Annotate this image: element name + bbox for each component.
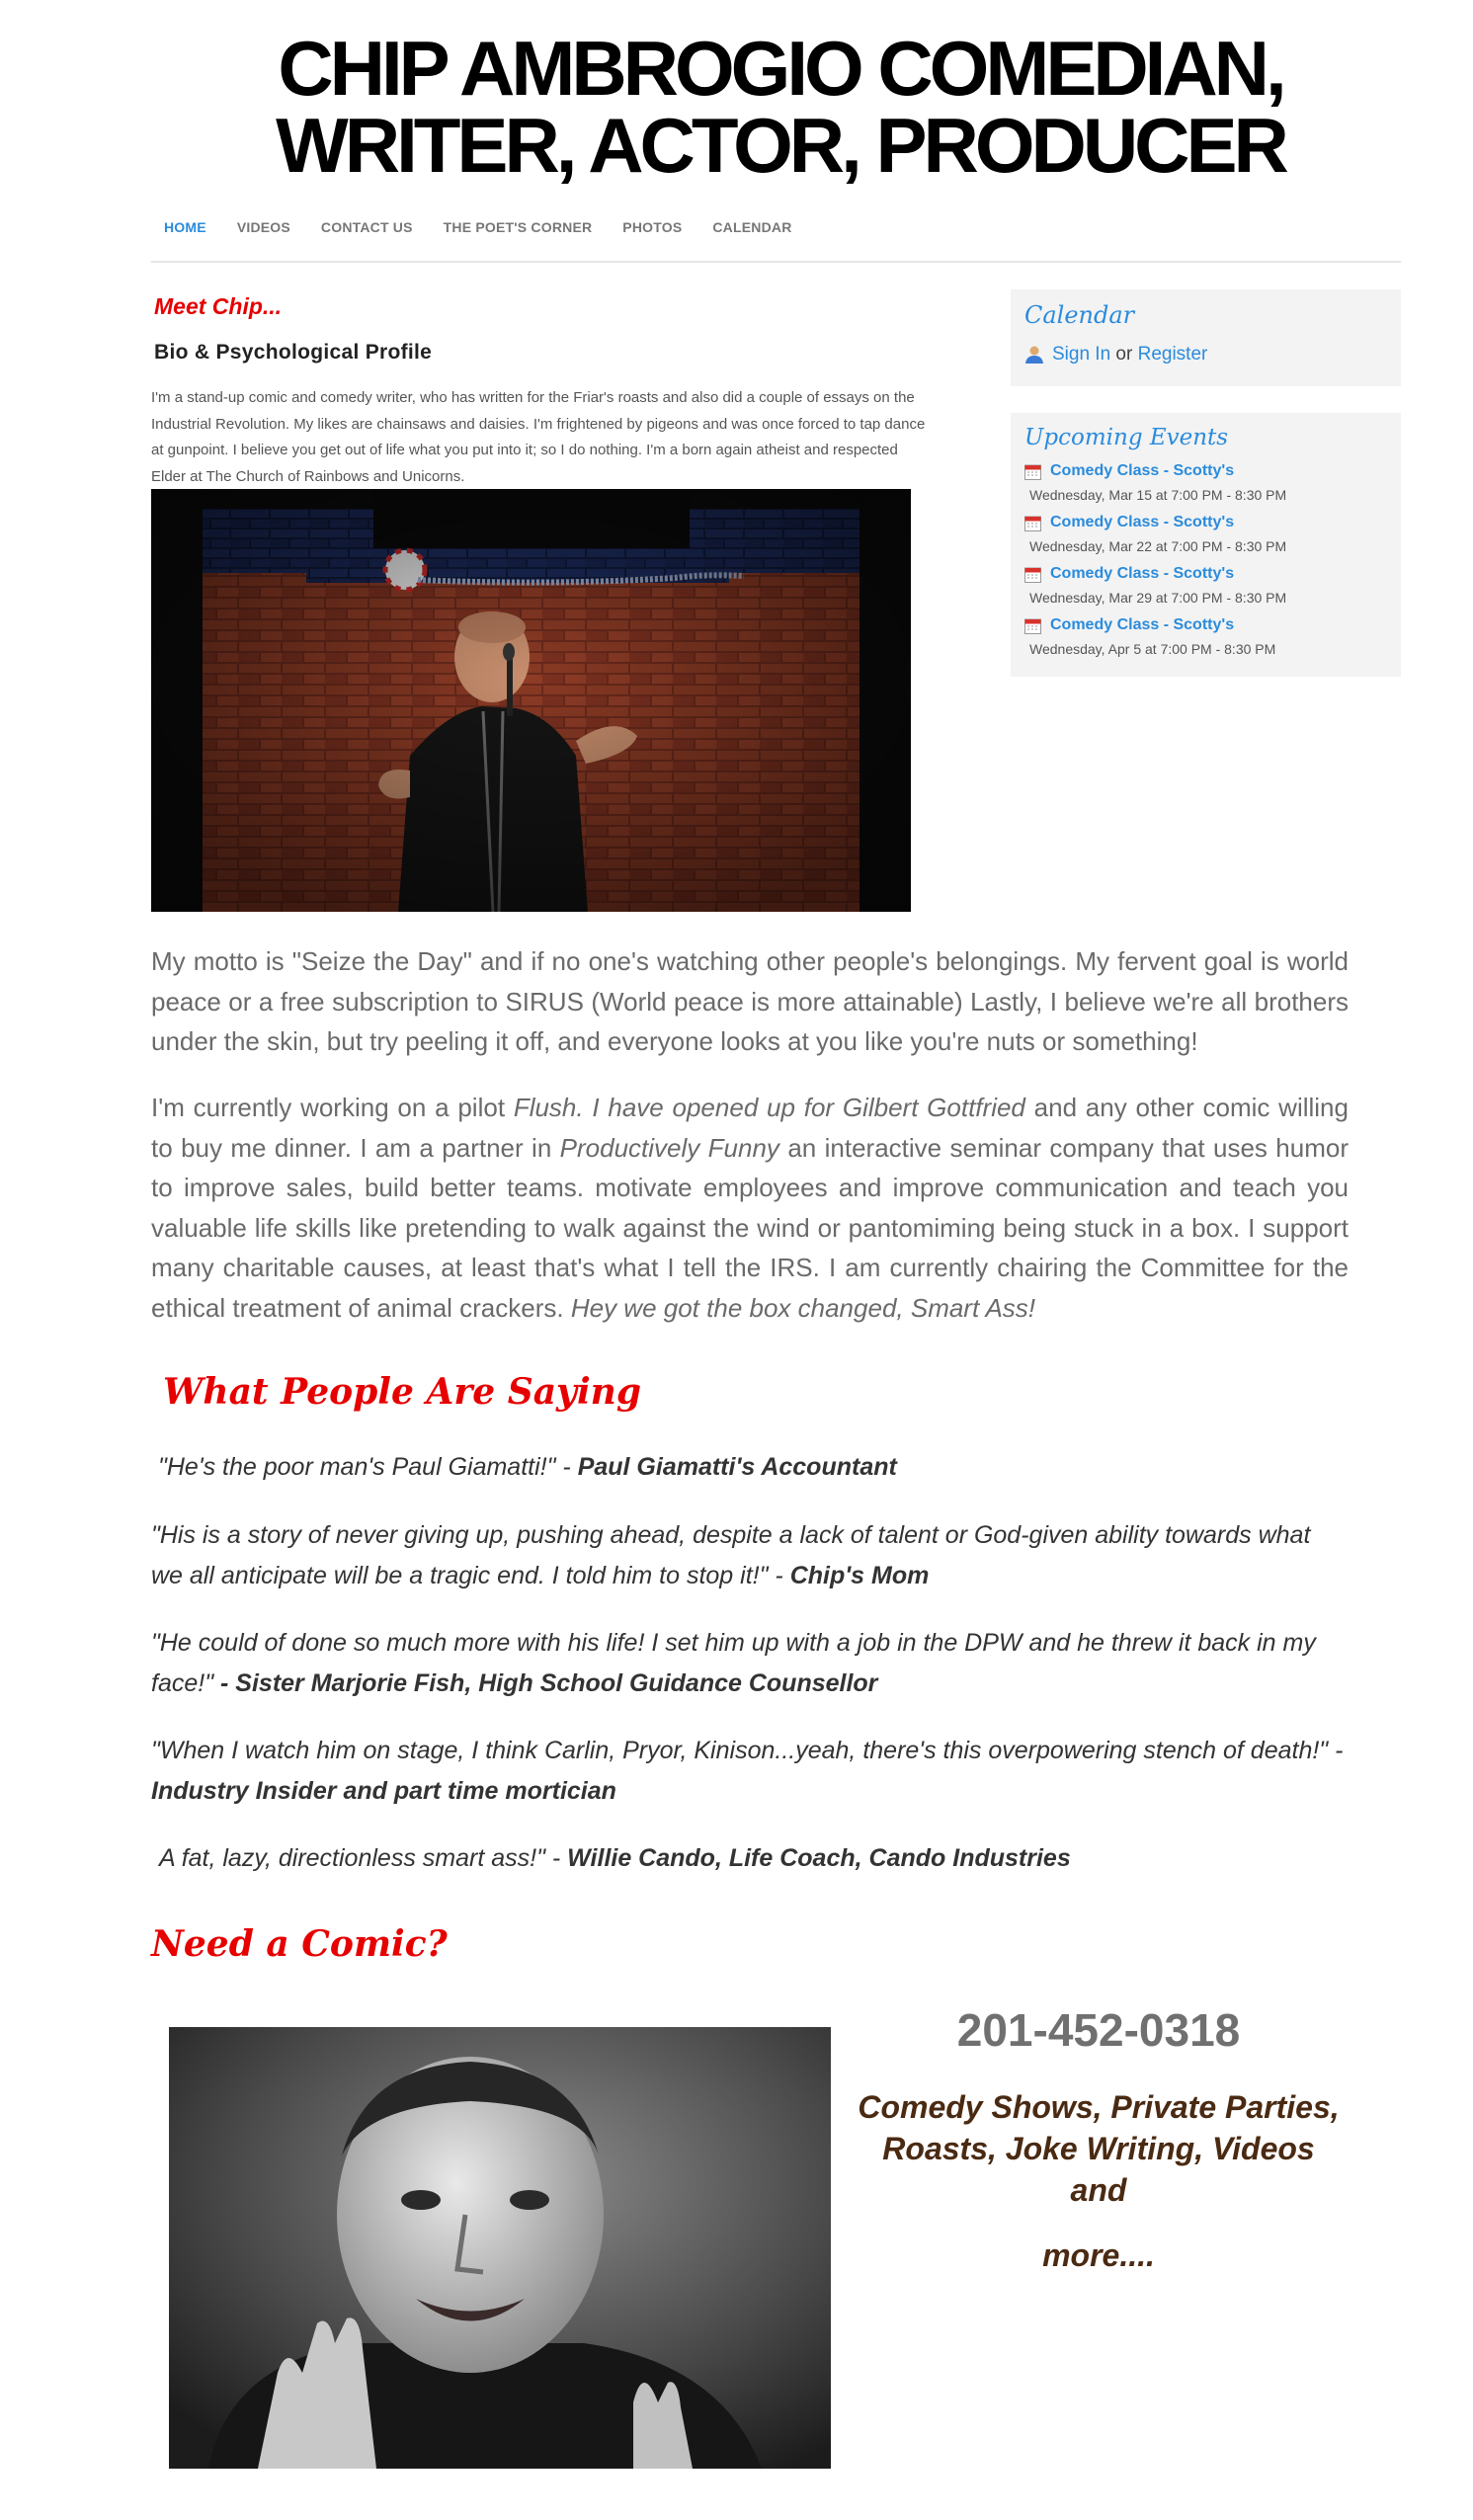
site-title: CHIP AMBROGIO COMEDIAN, WRITER, ACTOR, PRODUCER (276, 25, 1285, 189)
quote-author: Chip's Mom (789, 1562, 930, 1589)
testimonial-quote (151, 1731, 1349, 1812)
bio-intro: I'm a stand-up comic and comedy writer, who has written for the Friar's roasts and also did a couple of essays on the Industrial Revolution. My likes are chainsaws and daisies. I'm frightened by pigeons and was once forced to tap dance at gunpoint. I believe you get out of life what you put into it; so I do nothing. I'm a born again atheist and respected Elder at The Church of Rainbows and Unicorns. (151, 389, 926, 485)
event-item (1024, 616, 1390, 657)
signin-row (1024, 344, 1207, 366)
pilot-text: I'm currently working on a pilot (151, 1093, 514, 1122)
event-item (1024, 514, 1390, 554)
pilot-punchline: Hey we got the box changed, Smart Ass! (570, 1292, 1036, 1323)
event-title-link[interactable]: Comedy Class - Scotty's (1050, 565, 1235, 582)
event-time: Wednesday, Apr 5 at 7:00 PM - 8:30 PM (1029, 641, 1276, 657)
calendar-icon (1024, 515, 1041, 531)
nav-contact-us[interactable]: CONTACT US (320, 219, 413, 235)
nav-videos[interactable]: VIDEOS (236, 219, 290, 235)
calendar-icon (1024, 463, 1041, 480)
event-title-link[interactable]: Comedy Class - Scotty's (1050, 616, 1235, 633)
need-comic-heading: Need a Comic? (151, 1923, 448, 1965)
quote-author: Paul Giamatti's Accountant (577, 1453, 897, 1481)
quote-text: "His is a story of never giving up, pushing ahead, despite a lack of talent or God-given ability towards what we all anticipate will be a tragic end. I told him to stop it!" - (151, 1521, 1311, 1589)
stage-photo (151, 489, 911, 912)
calendar-title: Calendar (1024, 301, 1135, 329)
nav-poets-corner[interactable]: THE POET'S CORNER (443, 219, 593, 235)
motto-paragraph: My motto is "Seize the Day" and if no one's watching other people's belongings. My fervent goal is world peace or a free subscription to SIRUS (World peace is more attainable) Lastly, I believe we're all brothers under the skin, but try peeling it off, and everyone looks at you like you're nuts or something! (151, 946, 1349, 1056)
quote-author: Industry Insider and part time mortician (151, 1777, 616, 1805)
meet-heading: Meet Chip... (154, 293, 283, 319)
quote-text: "He could of done so much more with his life! I set him up with a job in the DPW and he threw it back in my face!" (151, 1629, 1316, 1697)
event-title-link[interactable]: Comedy Class - Scotty's (1050, 514, 1235, 530)
event-time: Wednesday, Mar 29 at 7:00 PM - 8:30 PM (1029, 590, 1287, 606)
user-icon (1024, 345, 1044, 365)
pilot-show-name: Flush. I have opened up for Gilbert Gottfried (513, 1093, 1025, 1122)
phone-number[interactable]: 201-452-0318 (956, 2004, 1241, 2056)
quote-text: "When I watch him on stage, I think Carlin, Pryor, Kinison...yeah, there's this overpowering stench of death!" - (151, 1737, 1344, 1764)
calendar-widget (1011, 289, 1401, 386)
event-time: Wednesday, Mar 15 at 7:00 PM - 8:30 PM (1029, 487, 1287, 503)
quote-author: - Sister Marjorie Fish, High School Guidance Counsellor (220, 1669, 878, 1697)
event-title-link[interactable]: Comedy Class - Scotty's (1050, 462, 1235, 479)
quote-text: A fat, lazy, directionless smart ass!" - (159, 1844, 568, 1872)
testimonial-quote (159, 1838, 1356, 1879)
or-text: or (1110, 344, 1138, 365)
pilot-paragraph (151, 1088, 1349, 1328)
nav-calendar[interactable]: CALENDAR (712, 219, 792, 235)
testimonial-quote (158, 1447, 1355, 1488)
stage-photo-image (151, 489, 911, 912)
bio-title: Bio & Psychological Profile (154, 341, 433, 364)
testimonial-quote (151, 1623, 1349, 1704)
pilot-text: an interactive seminar company that uses humor to improve sales, build better teams. motivate employees and improve communication and teach you valuable life skills like pretending to walk against the wind or pantomiming being stuck in a box. I support many charitable causes, at least that's what I tell the IRS. I am currently chairing the Committee for the ethical treatment of animal crackers. (151, 1132, 1350, 1323)
calendar-icon (1024, 617, 1041, 634)
quote-text: "He's the poor man's Paul Giamatti!" - (158, 1453, 578, 1481)
services-text: Comedy Shows, Private Parties, Roasts, Joke Writing, Videos and (858, 2089, 1340, 2208)
more-text: more.... (1042, 2237, 1155, 2273)
event-item (1024, 565, 1390, 606)
nav-home[interactable]: HOME (164, 219, 206, 235)
quote-author: Willie Cando, Life Coach, Cando Industries (567, 1844, 1071, 1872)
events-title: Upcoming Events (1024, 425, 1229, 450)
company-name: Productively Funny (559, 1132, 779, 1163)
sign-in-link[interactable]: Sign In (1052, 344, 1111, 365)
headshot-photo (169, 2027, 831, 2469)
headshot-image (169, 2027, 831, 2469)
pilot-text: and any other comic willing to buy me dinner. I am a partner in (151, 1093, 1349, 1163)
nav-photos[interactable]: PHOTOS (622, 219, 683, 235)
event-time: Wednesday, Mar 22 at 7:00 PM - 8:30 PM (1029, 538, 1287, 554)
event-item (1024, 462, 1390, 503)
calendar-icon (1024, 566, 1041, 583)
testimonials-heading: What People Are Saying (163, 1371, 641, 1413)
upcoming-events-widget (1011, 413, 1401, 677)
register-link[interactable]: Register (1137, 344, 1208, 365)
testimonial-quote (151, 1515, 1349, 1596)
main-nav (151, 219, 1401, 263)
